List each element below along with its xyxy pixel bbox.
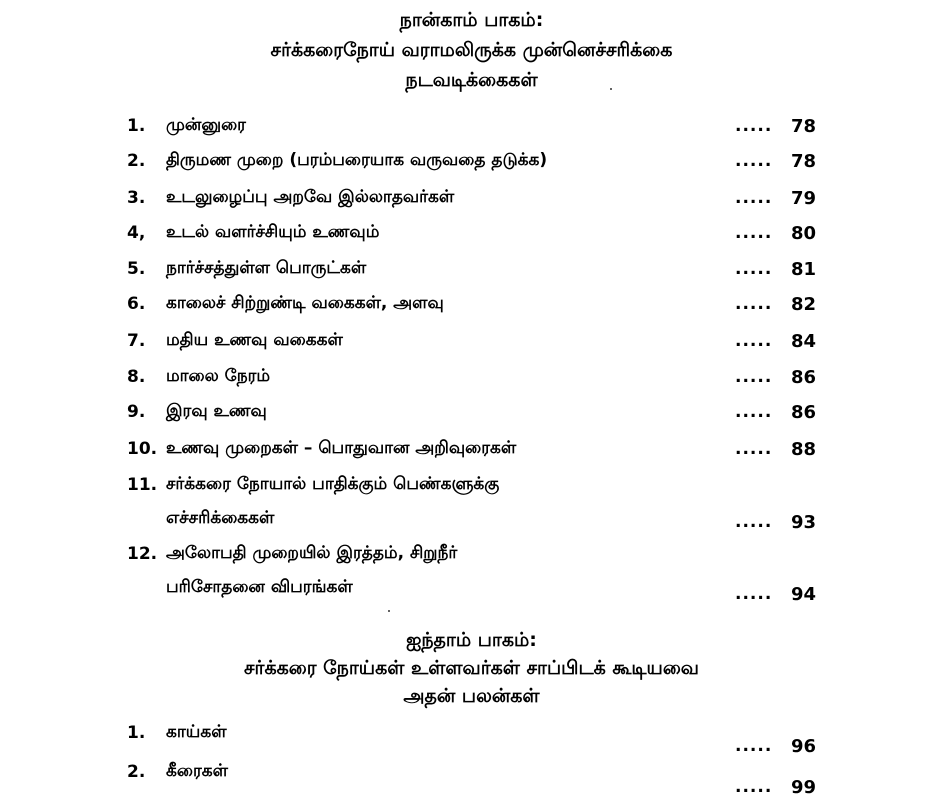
entry-dots: ..... (735, 294, 773, 314)
entry-page: 82 (790, 294, 816, 315)
entry-number: 1. (127, 723, 146, 743)
entry-dots: ..... (735, 259, 773, 279)
entry-title: நார்ச்சத்துள்ள பொருட்கள் (166, 258, 367, 278)
part5-heading (0, 626, 943, 710)
entry-title: உடலுழைப்பு அறவே இல்லாதவர்கள் (166, 187, 455, 207)
entry-dots: ..... (735, 736, 773, 756)
entry-page: 94 (790, 584, 816, 605)
entry-number: 8. (127, 367, 146, 387)
entry-title-line-2: எச்சரிக்கைகள் (166, 508, 275, 528)
entry-page: 99 (790, 777, 816, 798)
entry-number: 3. (127, 188, 146, 208)
entry-title: திருமண முறை (பரம்பரையாக வருவதை தடுக்க) (166, 150, 548, 170)
entry-number: 6. (127, 294, 146, 314)
entry-dots: ..... (735, 223, 773, 243)
entry-page: 78 (790, 151, 816, 172)
entry-title: காலைச் சிற்றுண்டி வகைகள், அளவு (166, 293, 444, 313)
entry-number: 2. (127, 762, 146, 782)
scan-speck (610, 88, 612, 90)
part5-heading-line-3: அதன் பலன்கள் (403, 685, 540, 707)
part5-heading-line-1: ஐந்தாம் பாகம்: (406, 629, 537, 651)
part4-heading-line-1: நான்காம் பாகம்: (399, 9, 544, 31)
entry-title: உடல் வளர்ச்சியும் உணவும் (166, 222, 380, 242)
entry-dots: ..... (735, 512, 773, 532)
entry-page: 81 (790, 259, 816, 280)
entry-dots: ..... (735, 188, 773, 208)
part4-heading (0, 6, 943, 94)
entry-title-line-1: அலோபதி முறையில் இரத்தம், சிறுநீர் (166, 543, 458, 563)
entry-title-line-2: பரிசோதனை விபரங்கள் (166, 577, 353, 597)
entry-number: 10. (127, 439, 158, 459)
entry-dots: ..... (735, 151, 773, 171)
entry-number: 7. (127, 331, 146, 351)
entry-title: கீரைகள் (166, 761, 228, 781)
entry-page: 86 (790, 367, 816, 388)
entry-title-line-1: சர்க்கரை நோயால் பாதிக்கும் பெண்களுக்கு (166, 474, 500, 494)
entry-title: மதிய உணவு வகைகள் (166, 330, 343, 350)
entry-number: 12. (127, 544, 158, 564)
scan-speck (388, 610, 390, 612)
entry-title: மாலை நேரம் (166, 366, 271, 386)
entry-number: 5. (127, 259, 146, 279)
part4-heading-line-3: நடவடிக்கைகள் (405, 69, 538, 91)
entry-dots: ..... (735, 777, 773, 797)
entry-page: 84 (790, 331, 816, 352)
entry-dots: ..... (735, 116, 773, 136)
entry-dots: ..... (735, 584, 773, 604)
entry-number: 4, (127, 223, 146, 243)
entry-dots: ..... (735, 402, 773, 422)
entry-title: முன்னுரை (166, 115, 246, 135)
entry-page: 80 (790, 223, 816, 244)
part4-heading-line-2: சர்க்கரைநோய் வராமலிருக்க முன்னெச்சரிக்கை (270, 39, 673, 61)
entry-number: 11. (127, 475, 158, 495)
entry-title: காய்கள் (166, 722, 227, 742)
entry-title: உணவு முறைகள் – பொதுவான அறிவுரைகள் (166, 438, 517, 458)
entry-page: 96 (790, 736, 816, 757)
entry-number: 2. (127, 151, 146, 171)
entry-page: 86 (790, 402, 816, 423)
entry-page: 78 (790, 116, 816, 137)
entry-title: இரவு உணவு (166, 401, 267, 421)
entry-dots: ..... (735, 331, 773, 351)
entry-page: 88 (790, 439, 816, 460)
entry-dots: ..... (735, 367, 773, 387)
entry-number: 9. (127, 402, 146, 422)
entry-dots: ..... (735, 439, 773, 459)
entry-number: 1. (127, 116, 146, 136)
entry-page: 79 (790, 188, 816, 209)
part5-heading-line-2: சர்க்கரை நோய்கள் உள்ளவர்கள் சாப்பிடக் கூடியவை (244, 657, 699, 679)
entry-page: 93 (790, 512, 816, 533)
